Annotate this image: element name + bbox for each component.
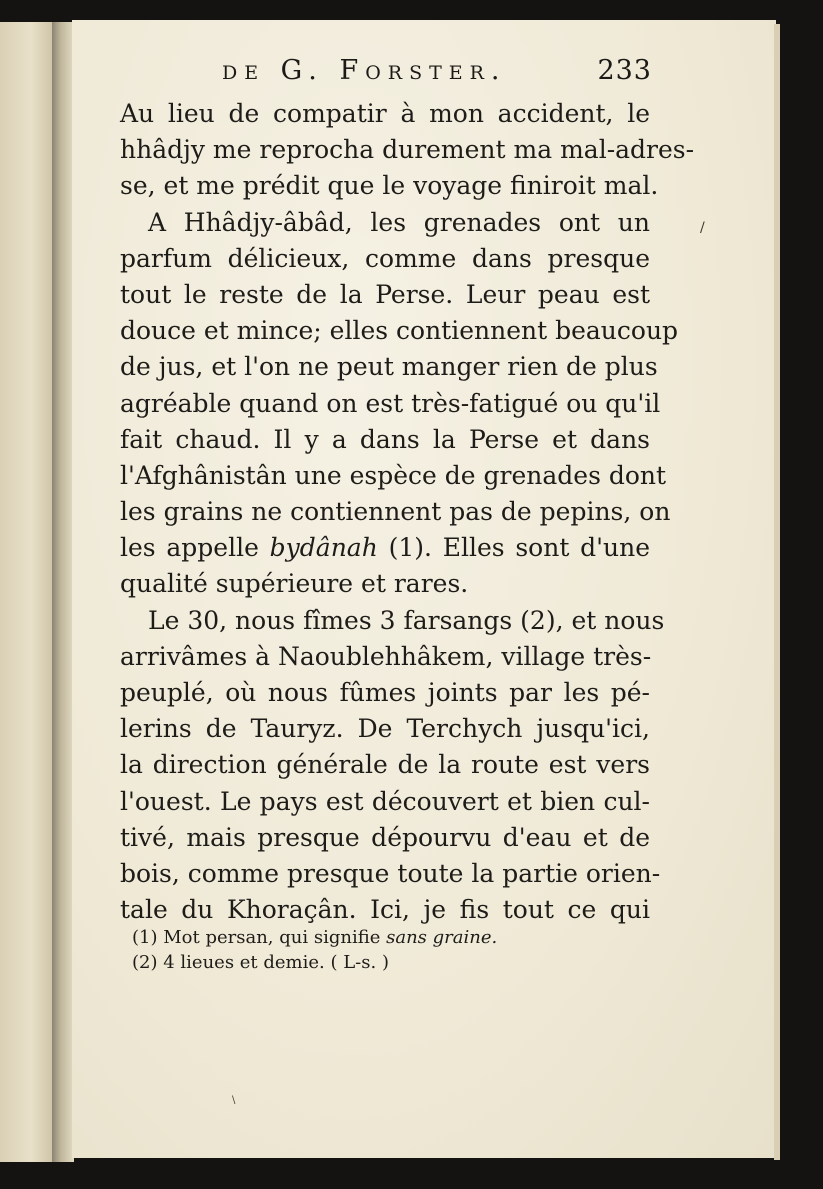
text-line: l'Afghânistân une espèce de grenades dont — [120, 460, 667, 490]
text-line: Le 30, nous fîmes 3 farsangs (2), et nous — [148, 605, 665, 635]
text-line: parfum délicieux, comme dans presque — [120, 243, 650, 273]
text-line: de jus, et l'on ne peut manger rien de plus — [120, 352, 658, 382]
text-line: se, et me prédit que le voyage finiroit mal. — [120, 171, 659, 201]
footnotes — [132, 925, 632, 975]
footnote-text: 4 lieues et demie. ( L-s. ) — [163, 952, 389, 973]
running-title: de G. Forster. — [222, 55, 507, 86]
footnote-marker: (2) — [132, 952, 158, 973]
text-line: tivé, mais presque dépourvu d'eau et de — [120, 822, 650, 852]
footnote-text: Mot persan, qui signifie — [163, 927, 381, 948]
footnote-marker: (1) — [132, 927, 158, 948]
italic-term: bydânah — [269, 533, 378, 563]
page-fore-edge — [774, 24, 780, 1160]
text-line: douce et mince; elles contiennent beaucoup — [120, 316, 679, 346]
text-line: qualité supérieure et rares. — [120, 569, 469, 599]
text-line: Au lieu de compatir à mon accident, le — [120, 99, 650, 128]
text-line-mixed — [120, 530, 650, 566]
book-gutter — [52, 22, 74, 1162]
text-line: peuplé, où nous fûmes joints par les pé- — [120, 678, 650, 707]
left-page-edge — [0, 22, 54, 1162]
paper-speck: / — [700, 220, 705, 236]
text-line: agréable quand on est très-fatigué ou qu'il — [120, 388, 661, 418]
text-line: fait chaud. Il y a dans la Perse et dans — [120, 424, 650, 454]
text-line: l'ouest. Le pays est découvert et bien cul- — [120, 786, 650, 816]
main-text — [120, 96, 695, 928]
text-line: A Hhâdjy-âbâd, les grenades ont un — [148, 207, 650, 237]
paper-speck: \ — [232, 1095, 236, 1106]
text-line: lerins de Tauryz. De Terchych jusqu'ici, — [120, 714, 650, 744]
text-line: tout le reste de la Perse. Leur peau est — [120, 279, 650, 309]
footnote-italic: sans graine. — [386, 927, 498, 948]
running-header — [222, 55, 662, 89]
text-line: tale du Khoraçân. Ici, je fis tout ce qui — [120, 895, 650, 925]
text-fragment: les appelle — [120, 533, 259, 563]
text-fragment: (1). Elles sont d'une — [388, 533, 650, 563]
text-line: arrivâmes à Naoublehhâkem, village très- — [120, 641, 652, 671]
page-number: 233 — [597, 55, 652, 86]
footnote-1 — [132, 925, 632, 950]
text-line: la direction générale de la route est vers — [120, 750, 650, 780]
footnote-2 — [132, 950, 632, 975]
text-line: bois, comme presque toute la partie orien- — [120, 858, 661, 888]
text-line: les grains ne contiennent pas de pepins, on — [120, 497, 671, 527]
text-line: hhâdjy me reprocha durement ma mal-adres- — [120, 135, 695, 165]
